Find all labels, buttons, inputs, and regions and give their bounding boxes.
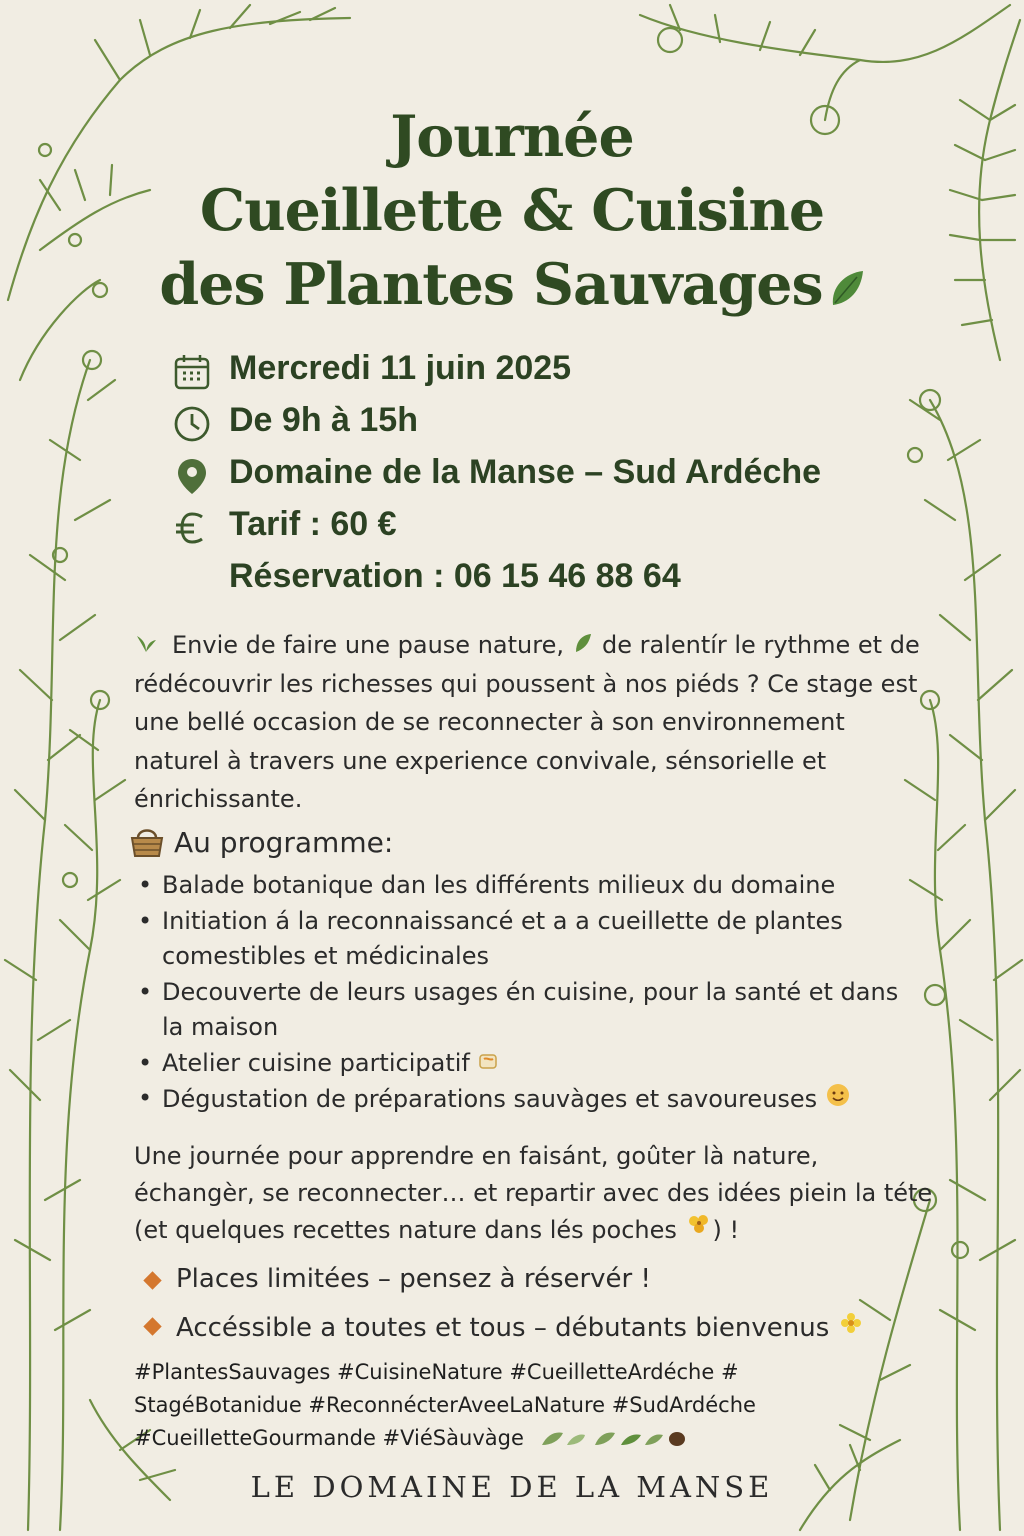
hashtags-text: #PlantesSauvages #CuisineNature #CueilletteArdéche # StagéBotanidue #ReconnécterAveeLaNature #SudArdéche #CueilletteGourmande #ViéSàuvàge	[134, 1360, 756, 1450]
program-item: • Balade botanique dan les différents milieux du domaine	[134, 868, 924, 904]
herbs-icon	[537, 1427, 687, 1449]
hashtags	[134, 1356, 894, 1455]
program-item: • Dégustation de préparations sauvàges et savoureuses	[134, 1081, 924, 1118]
cooking-icon	[477, 1049, 499, 1071]
leaf-icon	[574, 631, 592, 659]
flower-bouquet-icon	[685, 1212, 713, 1238]
event-location: Domaine de la Manse – Sud Ardéche	[229, 453, 822, 491]
leaf-icon	[829, 269, 865, 309]
program-item: • Decouverte de leurs usages én cuisine, pour la santé et dans la maison	[134, 975, 924, 1046]
event-date: Mercredi 11 juin 2025	[229, 349, 572, 387]
outro-text: Une journée pour apprendre en faisánt, goûter là nature, échangèr, se reconnecter… et repartir avec des idées piein la téte (et quelques recettes nature dans lés poches	[134, 1142, 933, 1244]
smiley-icon	[825, 1081, 851, 1107]
intro-text-b: de ralentír le rythme et de rédécouvrir les richesses qui poussent à nos piéds ? Ce stage est une bellé occasion de se reconnecter à son environnement naturel à travers une experience convivale, sénsorielle et énrichissante.	[134, 631, 920, 813]
intro-paragraph	[134, 626, 934, 819]
program-list	[134, 868, 924, 1118]
flower-icon	[838, 1310, 864, 1336]
title-line-2: Cueillette & Cuisine	[199, 177, 825, 244]
intro-text-a: Envie de faire une pause nature,	[172, 631, 564, 659]
program-item: • Atelier cuisine participatif	[134, 1046, 924, 1082]
clock-icon	[172, 404, 212, 444]
title-line-1: Journée	[390, 103, 634, 170]
basket-icon	[130, 826, 164, 858]
location-pin-icon	[172, 456, 212, 496]
outro-end: ) !	[712, 1216, 740, 1244]
calendar-icon	[172, 352, 212, 392]
sprout-icon	[134, 626, 158, 665]
program-heading	[130, 826, 393, 859]
euro-icon	[172, 508, 212, 548]
outro-paragraph	[134, 1138, 934, 1249]
title-line-3: des Plantes Sauvages	[159, 251, 823, 318]
event-booking[interactable]: Réservation : 06 15 46 88 64	[229, 557, 681, 595]
poster-title	[0, 100, 1024, 322]
footer-brand: LE DOMAINE DE LA MANSE	[250, 1470, 774, 1504]
program-heading-text: Au programme:	[174, 826, 394, 859]
event-price: Tarif : 60 €	[229, 505, 397, 543]
program-item: • Initiation á la reconnaissancé et a a cueillette de plantes comestibles et médicinales	[134, 904, 924, 975]
event-time: De 9h à 15h	[229, 401, 418, 439]
